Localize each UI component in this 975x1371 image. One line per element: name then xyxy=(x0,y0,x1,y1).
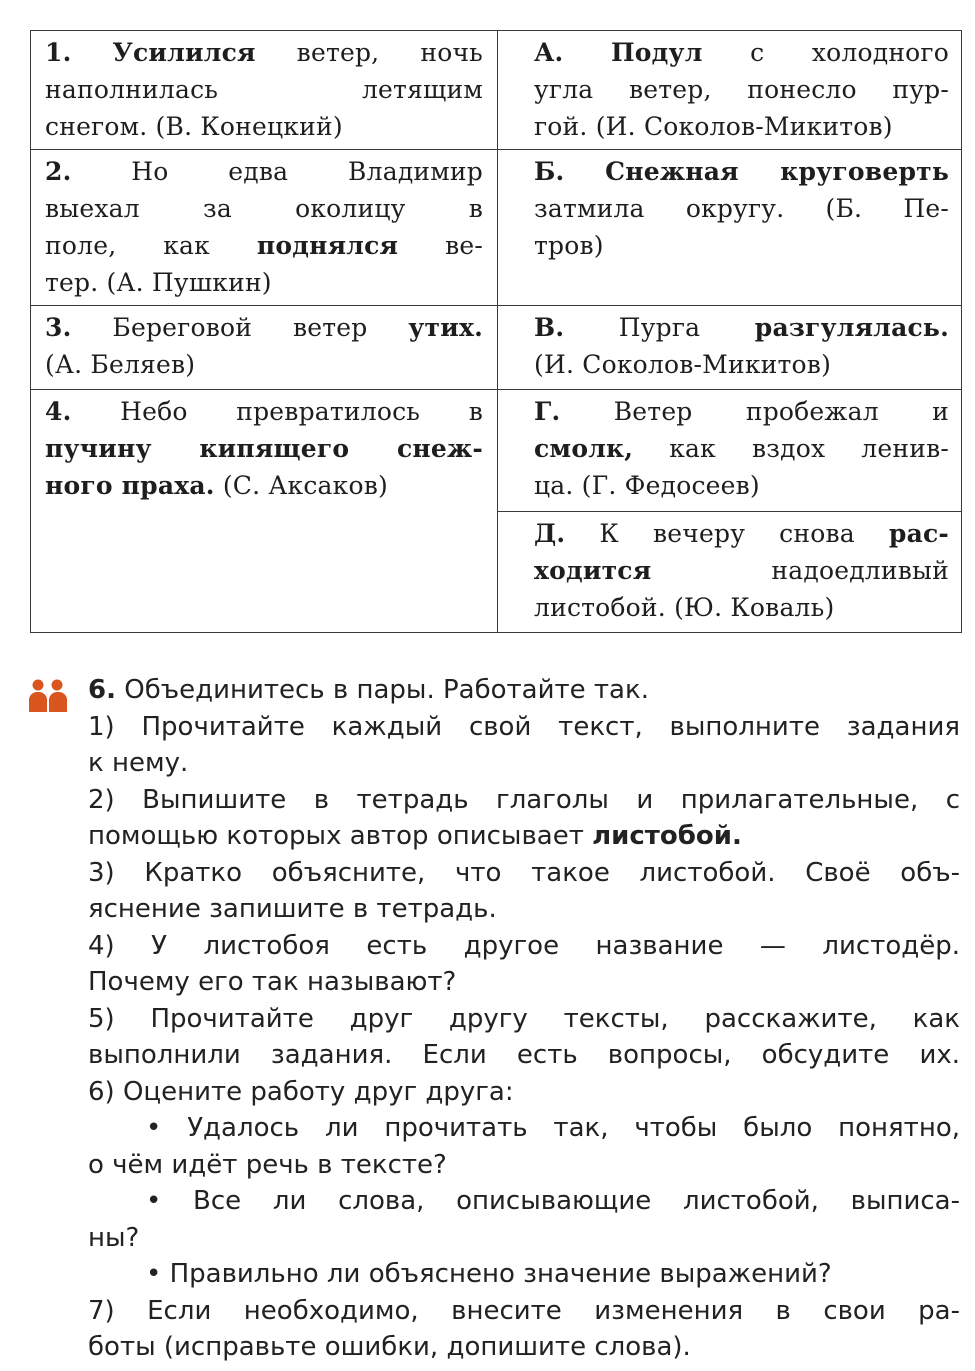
text-line: затмила округу. (Б. Пе- xyxy=(534,194,949,223)
table-cell-left-4 xyxy=(31,390,497,634)
text-line: В. Пурга разгулялась. xyxy=(534,313,949,342)
exercise-line: яснение запишите в тетрадь. xyxy=(88,894,497,924)
text-line: 3. Береговой ветер утих. xyxy=(45,313,483,342)
text-line: угла ветер, понесло пур- xyxy=(534,75,949,104)
exercise-line: Почему его так называют? xyxy=(88,967,457,997)
exercise-line: • Правильно ли объяснено значение выражений? xyxy=(146,1259,832,1289)
text-line: 2. Но едва Владимир xyxy=(45,157,483,186)
exercise-line: помощью которых автор описывает листобой. xyxy=(88,821,742,851)
exercise-line: 3) Кратко объясните, что такое листобой. Своё объ- xyxy=(88,857,960,888)
exercise-line: • Все ли слова, описывающие листобой, выписа- xyxy=(146,1186,960,1216)
table-cell-right-3 xyxy=(498,306,961,390)
exercise-line: боты (исправьте ошибки, допишите слова). xyxy=(88,1332,691,1362)
exercise-line: выполнили задания. Если есть вопросы, обсудите их. xyxy=(88,1040,960,1070)
table-cell-right-5 xyxy=(498,512,961,634)
text-line: ца. (Г. Федосеев) xyxy=(534,471,760,500)
text-line: 1. Усилился ветер, ночь xyxy=(45,38,483,67)
text-line: пучину кипящего снеж- xyxy=(45,434,483,463)
text-line: (А. Беляев) xyxy=(45,350,196,379)
matching-table xyxy=(30,30,962,633)
exercise-heading: 6. Объединитесь в пары. Работайте так. xyxy=(88,675,649,705)
table-right-column xyxy=(498,31,961,632)
exercise-line: к нему. xyxy=(88,748,189,778)
text-line: Б. Снежная круговерть xyxy=(534,157,949,186)
exercise-line: 2) Выпишите в тетрадь глаголы и прилагательные, с xyxy=(88,784,960,815)
exercise-line: 6) Оцените работу друг друга: xyxy=(88,1076,514,1107)
text-line: ного праха. (С. Аксаков) xyxy=(45,471,388,500)
table-cell-left-3 xyxy=(31,306,497,390)
exercise-line: 5) Прочитайте друг другу тексты, расскажите, как xyxy=(88,1003,960,1034)
table-cell-right-4 xyxy=(498,390,961,512)
text-line: смолк, как вздох ленив- xyxy=(534,434,949,463)
exercise-line: 1) Прочитайте каждый свой текст, выполните задания xyxy=(88,711,960,742)
text-line: Г. Ветер пробежал и xyxy=(534,397,949,426)
exercise-line: 4) У листобоя есть другое название — листодёр. xyxy=(88,930,960,961)
text-line: наполнилась летящим xyxy=(45,75,483,104)
pair-work-icon xyxy=(28,678,68,714)
text-line: гой. (И. Соколов-Микитов) xyxy=(534,112,893,141)
table-left-column xyxy=(31,31,498,632)
exercise-line: 7) Если необходимо, внесите изменения в свои ра- xyxy=(88,1295,960,1326)
table-cell-right-2 xyxy=(498,150,961,306)
text-line: листобой. (Ю. Коваль) xyxy=(534,593,835,622)
exercise-6 xyxy=(88,672,960,1366)
text-line: 4. Небо превратилось в xyxy=(45,397,484,426)
exercise-line: ны? xyxy=(88,1222,140,1253)
text-line: Д. К вечеру снова рас- xyxy=(534,519,949,548)
table-cell-right-1 xyxy=(498,31,961,150)
text-line: снегом. (В. Конецкий) xyxy=(45,112,343,141)
text-line: выехал за околицу в xyxy=(45,194,483,223)
exercise-line: о чём идёт речь в тексте? xyxy=(88,1149,447,1180)
text-line: ходится надоедливый xyxy=(534,556,949,585)
table-cell-left-2 xyxy=(31,150,497,306)
table-cell-left-1 xyxy=(31,31,497,150)
text-line: поле, как поднялся ве- xyxy=(45,231,483,260)
text-line: тер. (А. Пушкин) xyxy=(45,268,272,297)
text-line: (И. Соколов-Микитов) xyxy=(534,350,832,379)
text-line: тров) xyxy=(534,231,604,260)
exercise-line: • Удалось ли прочитать так, чтобы было понятно, xyxy=(146,1113,960,1143)
text-line: А. Подул с холодного xyxy=(534,38,949,67)
